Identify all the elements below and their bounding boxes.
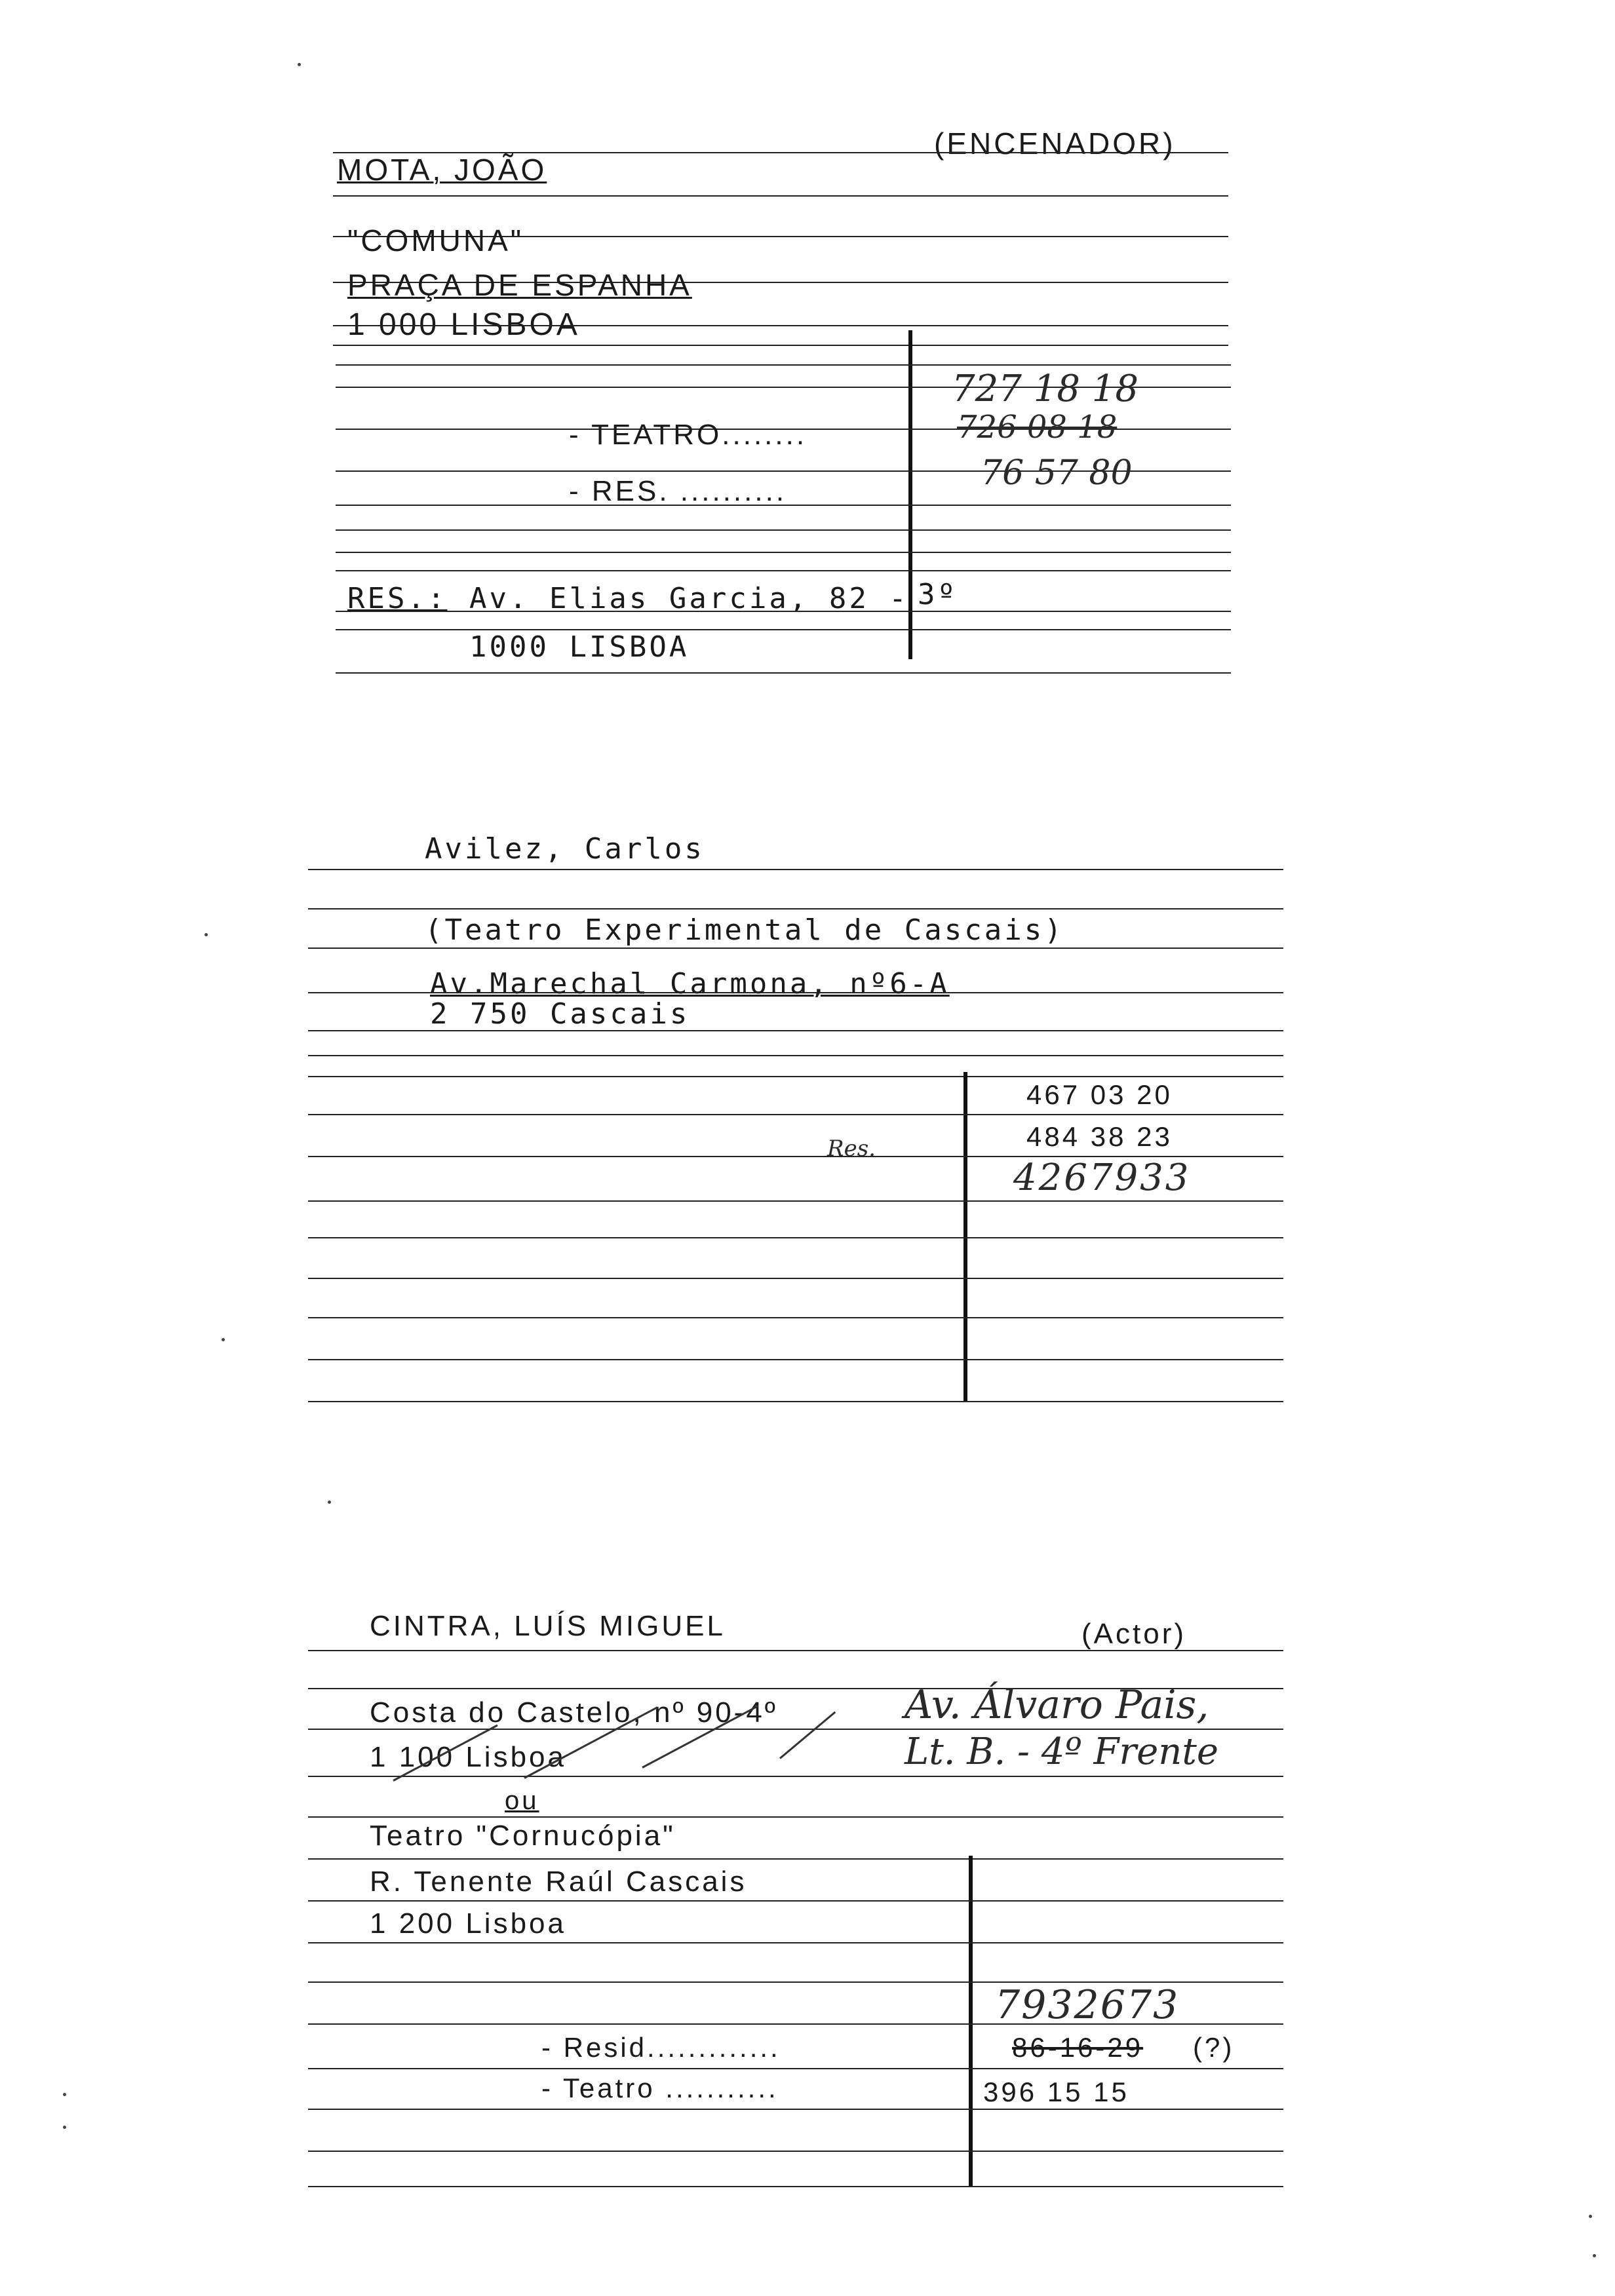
card3-old-street: Costa do Castelo, nº 90-4º [370, 1696, 778, 1729]
card2-rule [308, 869, 1283, 870]
card1-rule [336, 364, 1231, 366]
card3-rule [308, 1942, 1283, 1943]
card1-label-res: - RES. .......... [569, 475, 787, 507]
card1-rule [333, 195, 1228, 197]
card1-city: 1 000 LISBOA [347, 307, 580, 342]
scan-speck [63, 2126, 66, 2129]
card2-rule [308, 992, 1283, 993]
scan-speck [328, 1501, 331, 1504]
card3-rule [308, 1858, 1283, 1860]
card1-rule [336, 570, 1231, 571]
card1-phone-teatro: 726 08 18 [957, 409, 1118, 446]
card3-column-divider [969, 1856, 973, 2187]
card1-phone-handwritten: 727 18 18 [952, 368, 1139, 410]
card1-org: "COMUNA" [347, 223, 524, 258]
card1-street: PRAÇA DE ESPANHA [347, 268, 692, 302]
card1-res-floor: 3º [918, 578, 958, 611]
card2-phone2: 484 38 23 [1026, 1121, 1173, 1152]
card2-rule [308, 1200, 1283, 1202]
card3-rule [308, 1729, 1283, 1730]
card1-rule [336, 611, 1231, 612]
card2-phone3: 4267933 [1013, 1157, 1191, 1199]
card1-rule [336, 552, 1231, 553]
card1-rule [336, 672, 1231, 674]
card1-res-address: Av. Elias Garcia, 82 - [469, 582, 909, 615]
scan-speck [1593, 2254, 1596, 2257]
card3-label-resid: - Resid............. [541, 2032, 781, 2063]
card2-rule [308, 1076, 1283, 1077]
card1-rule [333, 152, 1228, 153]
card3-rule [308, 2109, 1283, 2110]
card3-rule [308, 2151, 1283, 2152]
card3-phone-resid: 86-16-29 [1012, 2032, 1144, 2063]
card2-column-divider [963, 1072, 967, 1401]
card1-label-teatro: - TEATRO........ [569, 419, 808, 451]
scan-speck [1589, 2215, 1592, 2218]
card2-rule [308, 1359, 1283, 1360]
card2-name: Avilez, Carlos [425, 832, 705, 866]
card3-phone-handwritten: 7932673 [995, 1982, 1180, 2028]
card2-rule [308, 1401, 1283, 1402]
card3-rule [308, 2186, 1283, 2187]
card3-old-city: 1 100 Lisboa [370, 1741, 566, 1773]
card2-rule [308, 1278, 1283, 1279]
card3-rule [308, 1900, 1283, 1902]
card3-rule [308, 1776, 1283, 1777]
card3-phone-teatro: 396 15 15 [983, 2076, 1129, 2107]
scan-speck [63, 2093, 66, 2096]
card2-street: Av.Marechal Carmona, nº6-A [430, 967, 950, 1001]
card3-city: 1 200 Lisboa [370, 1907, 566, 1940]
card3-role: (Actor) [1081, 1618, 1186, 1650]
card2-org: (Teatro Experimental de Cascais) [425, 913, 1064, 947]
card3-rule [308, 1650, 1283, 1651]
scan-speck [298, 63, 301, 66]
card3-new-detail: Lt. B. - 4º Frente [905, 1731, 1219, 1773]
card3-name: CINTRA, LUÍS MIGUEL [370, 1610, 726, 1642]
card3-theatre: Teatro "Cornucópia" [370, 1820, 676, 1852]
card2-res-mark: Res. [827, 1136, 876, 1162]
card1-rule [336, 505, 1231, 506]
card3-crossout-stroke [779, 1712, 836, 1759]
card2-rule [308, 1055, 1283, 1056]
card2-rule [308, 1317, 1283, 1318]
card3-or: ou [505, 1786, 539, 1815]
card3-rule [308, 2023, 1283, 2025]
card2-phone1: 467 03 20 [1026, 1079, 1173, 1110]
card1-rule [333, 345, 1228, 346]
card2-city: 2 750 Cascais [430, 997, 690, 1031]
card1-role: (ENCENADOR) [934, 126, 1176, 161]
card1-phone-res: 76 57 80 [981, 453, 1133, 493]
card3-rule [308, 2068, 1283, 2069]
card1-res-city: 1000 LISBOA [469, 630, 690, 664]
card3-street: R. Tenente Raúl Cascais [370, 1866, 747, 1898]
card1-res-label: RES.: [347, 582, 448, 615]
card1-rule [336, 529, 1231, 531]
card2-rule [308, 947, 1283, 949]
card3-new-street: Av. Álvaro Pais, [905, 1682, 1209, 1728]
card2-rule [308, 1114, 1283, 1115]
card3-label-teatro: - Teatro ........... [541, 2073, 779, 2103]
card3-rule [308, 1816, 1283, 1818]
scan-speck [204, 933, 208, 936]
card1-rule [333, 325, 1228, 326]
card1-column-divider [908, 330, 912, 659]
card1-name: MOTA, JOÃO [337, 153, 547, 187]
card2-rule [308, 1237, 1283, 1238]
card2-rule [308, 1030, 1283, 1031]
card2-rule [308, 908, 1283, 909]
scan-speck [222, 1338, 225, 1341]
card3-phone-resid-note: (?) [1193, 2032, 1235, 2063]
